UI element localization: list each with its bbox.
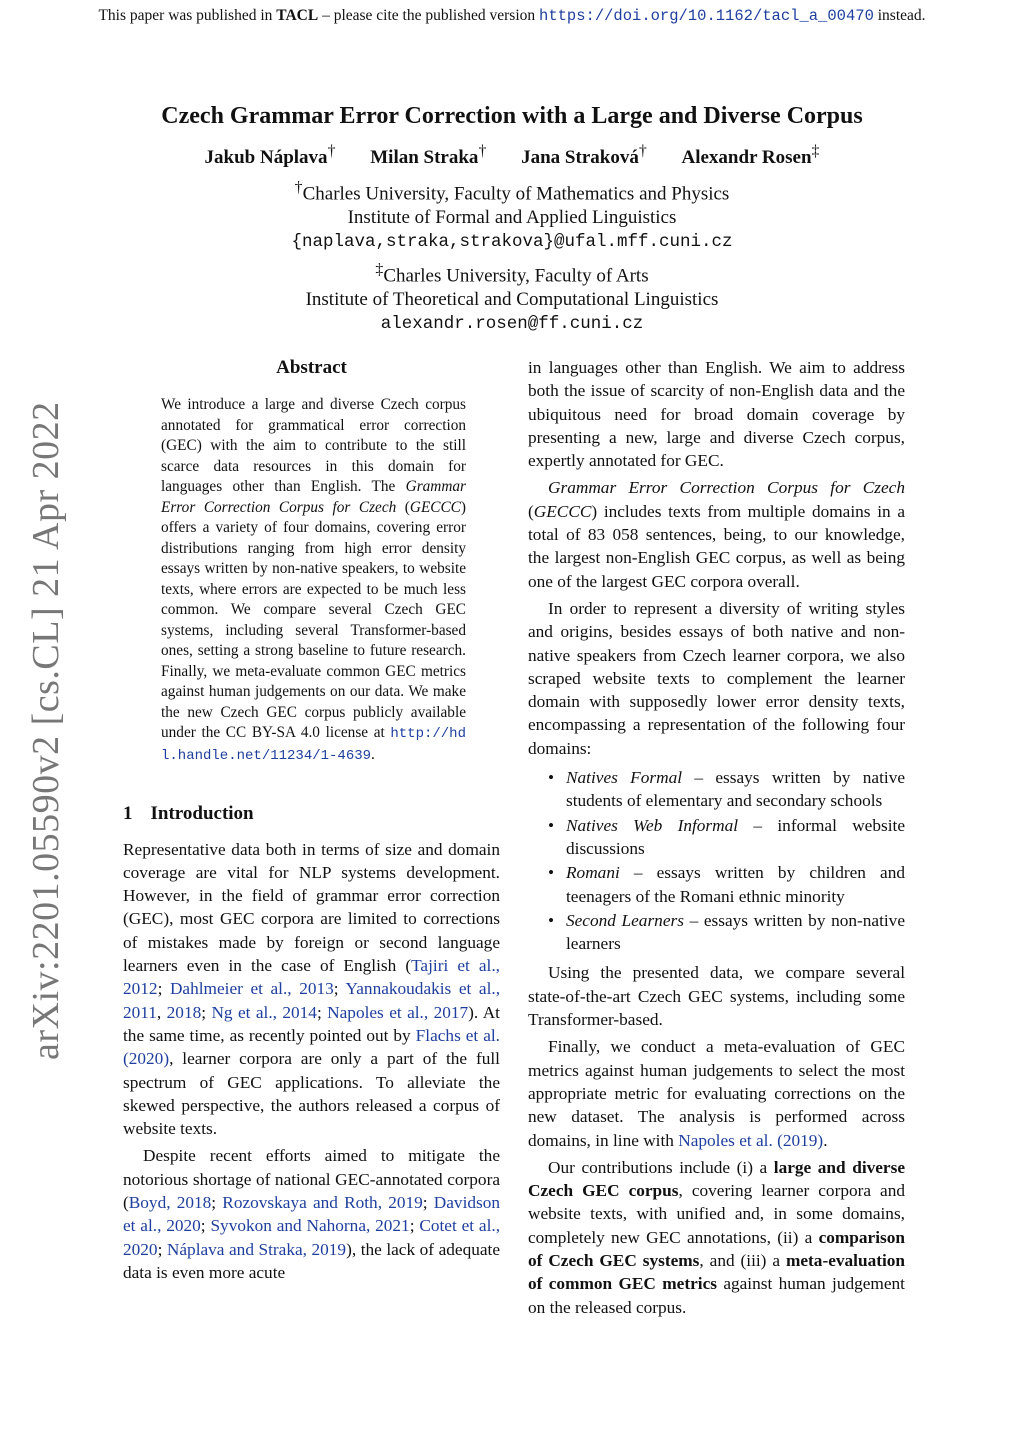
citation[interactable]: 2018: [166, 1002, 202, 1022]
abstract-heading: Abstract: [276, 357, 347, 378]
paragraph: In order to represent a diversity of writing styles and origins, besides essays of both native and non-native speakers from Czech learner corpora, we also scraped website texts to complement the learner domain with supposedly lower error density texts, encompassing a representation of the following four domains:: [528, 598, 905, 758]
paragraph: in languages other than English. We aim to address both the issue of scarcity of non-English data and the ubiquitous need for broad domain coverage by presenting a new, large and diverse Czech corpus, expertly annotated for GEC.: [528, 358, 905, 471]
email: alexandr.rosen@ff.cuni.cz: [380, 314, 644, 335]
email: {naplava,straka,strakova}@ufal.mff.cuni.cz: [291, 232, 733, 253]
abstract-body: We introduce a large and diverse Czech corpus annotated for grammatical error correction (GEC) with the aim to contribute to the still scarce data resources in this domain for languages other than English. The Grammar Error Correction Corpus for Czech (GECCC) offers a variety of four domains, covering error distributions ranging from high error density essays written by non-native speakers, to website texts, where errors are expected to be much less common. We compare several Czech GEC systems, including several Transformer-based ones, setting a strong baseline to future research. Finally, we meta-evaluate common GEC metrics against human judgements on our data. We make the new Czech GEC corpus publicly available under the CC BY-SA 4.0 license at http://hdl.handle.net/11234/1-4639.: [161, 396, 466, 764]
section-heading: 1 Introduction: [123, 803, 254, 825]
author: Jakub Náplava†: [204, 143, 336, 169]
citation[interactable]: Boyd, 2018: [128, 1193, 212, 1213]
citation[interactable]: Cotet et al., 2020: [123, 1216, 501, 1259]
author: Milan Straka†: [370, 143, 487, 169]
citation[interactable]: Náplava and Straka, 2019: [166, 1239, 347, 1259]
domain-list: [528, 766, 905, 955]
author: Jana Straková†: [521, 143, 647, 169]
arxiv-stamp: arXiv:2201.05590v2 [cs.CL] 21 Apr 2022: [25, 401, 67, 1060]
list-item: • Romani – essays written by children and teenagers of the Romani ethnic minority: [548, 863, 905, 906]
list-item: • Second Learners – essays written by non-native learners: [548, 910, 905, 954]
dataset-link[interactable]: http://hdl.handle.net/11234/1-4639: [161, 726, 466, 764]
citation[interactable]: Davidson et al., 2020: [123, 1193, 501, 1236]
paper-title: Czech Grammar Error Correction with a Large and Diverse Corpus: [161, 103, 863, 129]
paragraph: Finally, we conduct a meta-evaluation of GEC metrics against human judgements to select the most appropriate metric for evaluating corrections on the new dataset. The analysis is performed across domains, in line with Napoles et al. (2019).: [528, 1037, 905, 1150]
list-item: • Natives Web Informal – informal website discussions: [548, 815, 905, 858]
citation[interactable]: Yannakoudakis et al., 2011: [123, 979, 501, 1022]
paragraph: Despite recent efforts aimed to mitigate the notorious shortage of national GEC-annotated corpora (Boyd, 2018; Rozovskaya and Roth, 2019; Davidson et al., 2020; Syvokon and Nahorna, 2021; Cotet et al., 2020; Náplava and Straka, 2019), the lack of adequate data is even more acute: [123, 1146, 501, 1282]
paragraph: Using the presented data, we compare several state-of-the-art Czech GEC systems, including some Transformer-based.: [528, 963, 905, 1030]
left-column: [123, 356, 500, 1284]
citation[interactable]: Tajiri et al., 2012: [123, 956, 500, 999]
citation[interactable]: Flachs et al. (2020): [123, 1025, 500, 1069]
right-column: [528, 356, 905, 1319]
paragraph: Representative data both in terms of size and domain coverage are vital for NLP systems development. However, in the field of grammar error correction (GEC), most GEC corpora are limited to corrections of mistakes made by foreign or second language learners even in the case of English (Tajiri et al., 2012; Dahlmeier et al., 2013; Yannakoudakis et al., 2011, 2018; Ng et al., 2014; Napoles et al., 2017). At the same time, as recently pointed out by Flachs et al. (2020), learner corpora are only a part of the full spectrum of GEC applications. To alleviate the skewed perspective, the authors released a corpus of website texts.: [123, 839, 501, 1139]
citation[interactable]: Napoles et al., 2017: [327, 1002, 469, 1022]
citation[interactable]: Syvokon and Nahorna, 2021: [210, 1216, 410, 1236]
citation[interactable]: Rozovskaya and Roth, 2019: [222, 1193, 423, 1213]
list-item: • Natives Formal – essays written by native students of elementary and secondary schools: [548, 768, 906, 811]
paragraph: Grammar Error Correction Corpus for Czech (GECCC) includes texts from multiple domains in a total of 83 058 sentences, being, to our knowledge, the largest non-English GEC corpus, as well as being one of the largest GEC corpora overall.: [528, 478, 905, 591]
citation[interactable]: Dahlmeier et al., 2013: [169, 979, 334, 999]
author: Alexandr Rosen‡: [681, 143, 820, 169]
publication-note: This paper was published in TACL – please cite the published version https://doi.org/10.1162/tacl_a_00470 instead.: [98, 7, 926, 25]
affiliation: †Charles University, Faculty of Mathematics and Physics Institute of Formal and Applied Linguistics {naplava,straka,strakova}@ufal.mff.cuni.cz: [0, 176, 1024, 254]
citation[interactable]: Ng et al., 2014: [211, 1002, 317, 1022]
citation[interactable]: Napoles et al. (2019): [678, 1130, 824, 1150]
affiliation: ‡Charles University, Faculty of Arts Institute of Theoretical and Computational Linguistics alexandr.rosen@ff.cuni.cz: [0, 258, 1024, 336]
doi-link[interactable]: https://doi.org/10.1162/tacl_a_00470: [539, 7, 874, 25]
author-list: [0, 143, 1024, 169]
paragraph: Our contributions include (i) a large and diverse Czech GEC corpus, covering learner corpora and website texts, with unified and, in some domains, completely new GEC annotations, (ii) a comparison of Czech GEC systems, and (iii) a meta-evaluation of common GEC metrics against human judgement on the released corpus.: [528, 1157, 906, 1317]
